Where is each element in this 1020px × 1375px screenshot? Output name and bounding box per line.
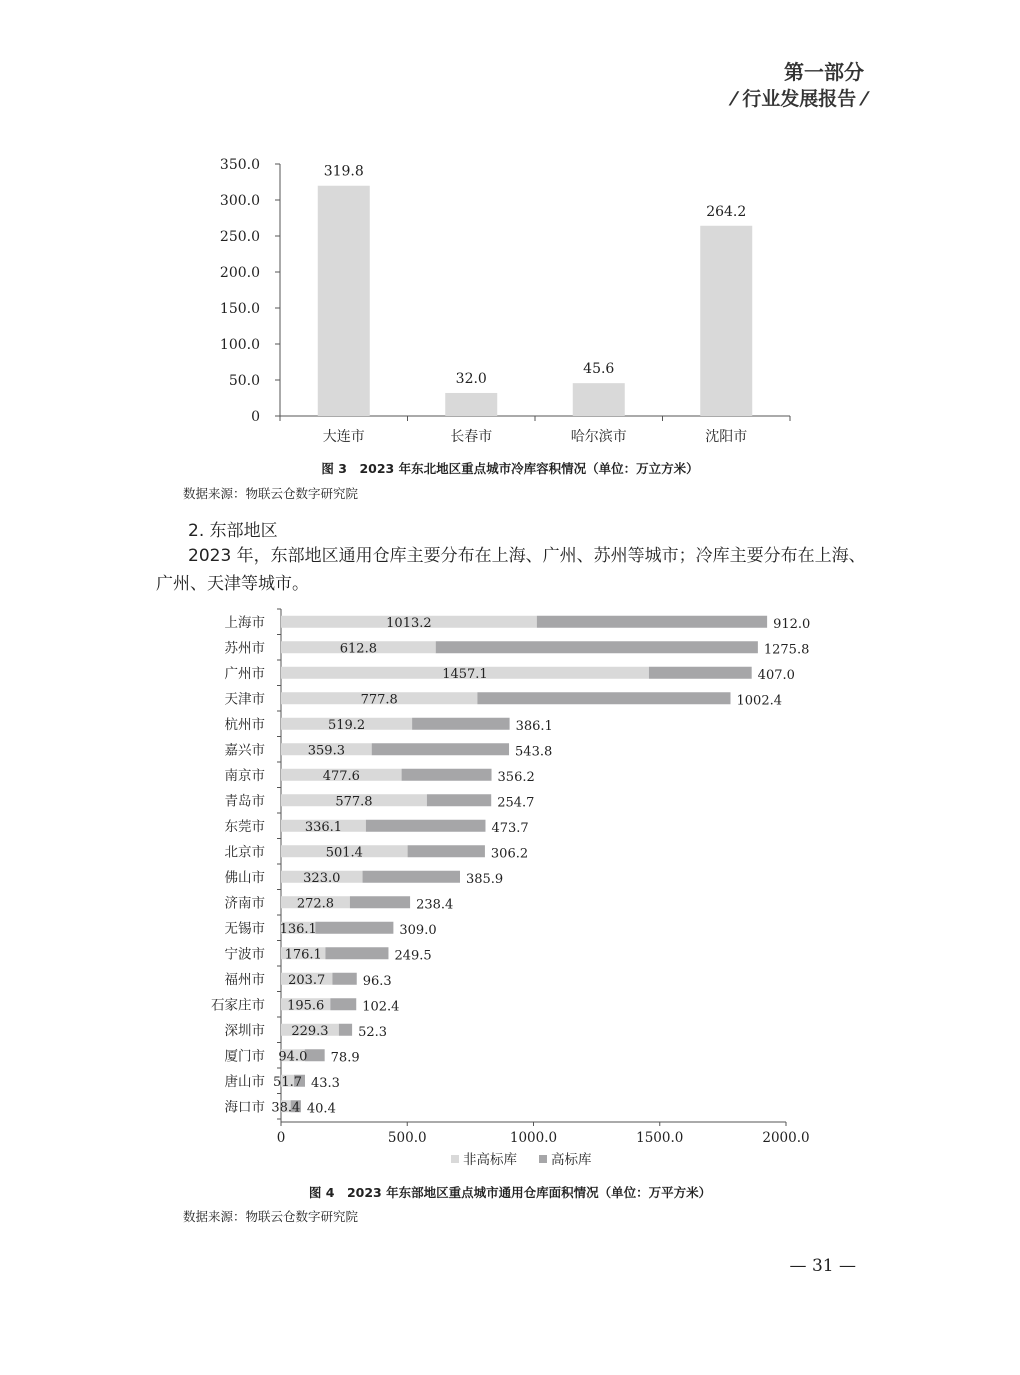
x-category-label: 哈尔滨市	[570, 429, 627, 445]
bar-segment-high-standard	[363, 871, 460, 883]
y-category-label: 嘉兴市	[224, 742, 265, 759]
bar-value-label: 32.0	[455, 370, 487, 387]
y-tick-label: 100.0	[219, 337, 260, 353]
data-label-non-high-standard: 229.3	[291, 1023, 329, 1039]
y-category-label: 福州市	[224, 971, 265, 988]
x-tick-label: 1000.0	[509, 1130, 558, 1146]
y-category-label: 苏州市	[224, 640, 265, 657]
data-label-non-high-standard: 1457.1	[442, 666, 488, 682]
y-category-label: 广州市	[224, 665, 265, 682]
section-heading: 2. 东部地区	[188, 521, 278, 541]
data-label-high-standard: 102.4	[362, 999, 400, 1015]
x-category-label: 大连市	[322, 429, 365, 445]
data-label-high-standard: 912.0	[773, 616, 811, 632]
figure4-source: 数据来源：物联云仓数字研究院	[183, 1209, 359, 1224]
page-number: — 31 —	[789, 1256, 856, 1276]
bar	[700, 226, 752, 416]
bar-segment-high-standard	[325, 947, 388, 959]
data-label-high-standard: 473.7	[491, 820, 529, 836]
data-label-non-high-standard: 577.8	[335, 794, 373, 810]
data-label-high-standard: 52.3	[358, 1024, 388, 1040]
x-category-label: 沈阳市	[705, 429, 748, 445]
data-label-high-standard: 407.0	[757, 667, 795, 683]
bar	[573, 383, 625, 416]
y-category-label: 东莞市	[224, 818, 265, 835]
y-category-label: 厦门市	[224, 1048, 265, 1065]
y-category-label: 上海市	[224, 614, 265, 631]
header-part-title: 第一部分	[784, 60, 864, 84]
data-label-high-standard: 385.9	[465, 871, 504, 887]
bar	[445, 393, 497, 416]
bar-segment-high-standard	[649, 667, 752, 679]
bar-segment-high-standard	[366, 820, 486, 832]
y-tick-label: 200.0	[219, 265, 260, 281]
y-tick-label: 300.0	[219, 193, 260, 209]
bar-segment-high-standard	[339, 1024, 352, 1036]
data-label-non-high-standard: 519.2	[327, 717, 366, 733]
data-label-high-standard: 78.9	[330, 1050, 360, 1066]
y-category-label: 宁波市	[224, 946, 265, 963]
data-label-non-high-standard: 136.1	[279, 921, 317, 937]
y-category-label: 天津市	[224, 691, 265, 708]
data-label-non-high-standard: 359.3	[307, 743, 345, 759]
figure3-source: 数据来源：物联云仓数字研究院	[183, 486, 359, 501]
bar-value-label: 319.8	[323, 163, 364, 180]
data-label-non-high-standard: 477.6	[322, 768, 360, 784]
y-category-label: 无锡市	[224, 920, 265, 937]
y-category-label: 深圳市	[224, 1022, 265, 1039]
data-label-non-high-standard: 612.8	[339, 641, 377, 657]
data-label-high-standard: 543.8	[515, 744, 553, 760]
x-tick-label: 0	[276, 1130, 286, 1146]
bar-segment-high-standard	[537, 616, 767, 628]
data-label-non-high-standard: 777.8	[360, 692, 398, 708]
data-label-non-high-standard: 94.0	[278, 1049, 308, 1065]
legend-swatch-non-high-standard	[451, 1155, 459, 1163]
section-paragraph: 2023 年，东部地区通用仓库主要分布在上海、广州、苏州等城市；冷库主要分布在上海、广州、天津等城市。	[156, 546, 866, 594]
bar-segment-high-standard	[412, 718, 509, 730]
x-tick-label: 1500.0	[636, 1130, 684, 1146]
data-label-high-standard: 309.0	[399, 922, 437, 938]
x-tick-label: 2000.0	[762, 1130, 810, 1146]
bar-value-label: 45.6	[583, 361, 615, 378]
y-category-label: 青岛市	[224, 793, 265, 810]
x-tick-label: 500.0	[387, 1130, 427, 1146]
header-section-subtitle: ⁄ 行业发展报告 ⁄	[732, 88, 866, 110]
data-label-non-high-standard: 272.8	[296, 896, 335, 912]
bar-segment-high-standard	[305, 1049, 325, 1061]
bar-segment-high-standard	[408, 845, 485, 857]
data-label-non-high-standard: 51.7	[273, 1074, 303, 1090]
legend-swatch-high-standard	[539, 1155, 547, 1163]
data-label-high-standard: 249.5	[394, 948, 432, 964]
legend-label-non-high-standard: 非高标库	[463, 1152, 517, 1168]
figure3-caption: 图 3 2023 年东北地区重点城市冷库容积情况（单位：万立方米）	[321, 461, 699, 476]
data-label-high-standard: 43.3	[310, 1075, 340, 1091]
bar-segment-high-standard	[436, 641, 758, 653]
bar-segment-high-standard	[477, 692, 730, 704]
data-label-high-standard: 306.2	[490, 846, 529, 862]
y-category-label: 海口市	[224, 1099, 265, 1116]
data-label-non-high-standard: 203.7	[288, 972, 326, 988]
bar-segment-high-standard	[330, 998, 356, 1010]
figure4-chart	[0, 600, 1020, 1180]
bar-segment-high-standard	[350, 896, 410, 908]
y-category-label: 石家庄市	[211, 997, 265, 1014]
y-category-label: 济南市	[224, 895, 265, 912]
y-category-label: 杭州市	[224, 716, 265, 733]
data-label-non-high-standard: 176.1	[284, 947, 322, 963]
data-label-high-standard: 1002.4	[736, 693, 783, 709]
bar-segment-high-standard	[372, 743, 509, 755]
data-label-non-high-standard: 38.4	[271, 1100, 301, 1116]
y-category-label: 佛山市	[224, 869, 265, 886]
bar-value-label: 264.2	[706, 203, 747, 220]
legend-label-high-standard: 高标库	[551, 1152, 592, 1168]
y-tick-label: 150.0	[219, 301, 260, 317]
data-label-non-high-standard: 501.4	[325, 845, 363, 861]
y-category-label: 唐山市	[224, 1073, 265, 1090]
y-tick-label: 50.0	[228, 373, 260, 389]
bar	[318, 186, 370, 416]
data-label-non-high-standard: 323.0	[303, 870, 341, 886]
data-label-high-standard: 386.1	[515, 718, 553, 734]
data-label-high-standard: 356.2	[497, 769, 535, 785]
y-category-label: 南京市	[224, 767, 265, 784]
bar-segment-high-standard	[402, 769, 492, 781]
data-label-non-high-standard: 336.1	[304, 819, 343, 835]
bar-segment-high-standard	[427, 794, 491, 806]
data-label-non-high-standard: 195.6	[287, 998, 325, 1014]
data-label-high-standard: 40.4	[306, 1101, 336, 1117]
data-label-high-standard: 96.3	[362, 973, 392, 989]
data-label-high-standard: 238.4	[416, 897, 454, 913]
x-category-label: 长春市	[450, 429, 493, 445]
data-label-high-standard: 254.7	[497, 795, 535, 811]
y-tick-label: 350.0	[219, 157, 260, 173]
data-label-high-standard: 1275.8	[763, 642, 810, 658]
figure3-chart	[0, 0, 1020, 460]
y-tick-label: 0	[251, 409, 260, 425]
bar-segment-high-standard	[315, 922, 393, 934]
data-label-non-high-standard: 1013.2	[386, 615, 432, 631]
y-category-label: 北京市	[224, 844, 265, 861]
bar-segment-high-standard	[332, 973, 356, 985]
y-tick-label: 250.0	[219, 229, 260, 245]
figure4-caption: 图 4 2023 年东部地区重点城市通用仓库面积情况（单位：万平方米）	[308, 1185, 712, 1200]
